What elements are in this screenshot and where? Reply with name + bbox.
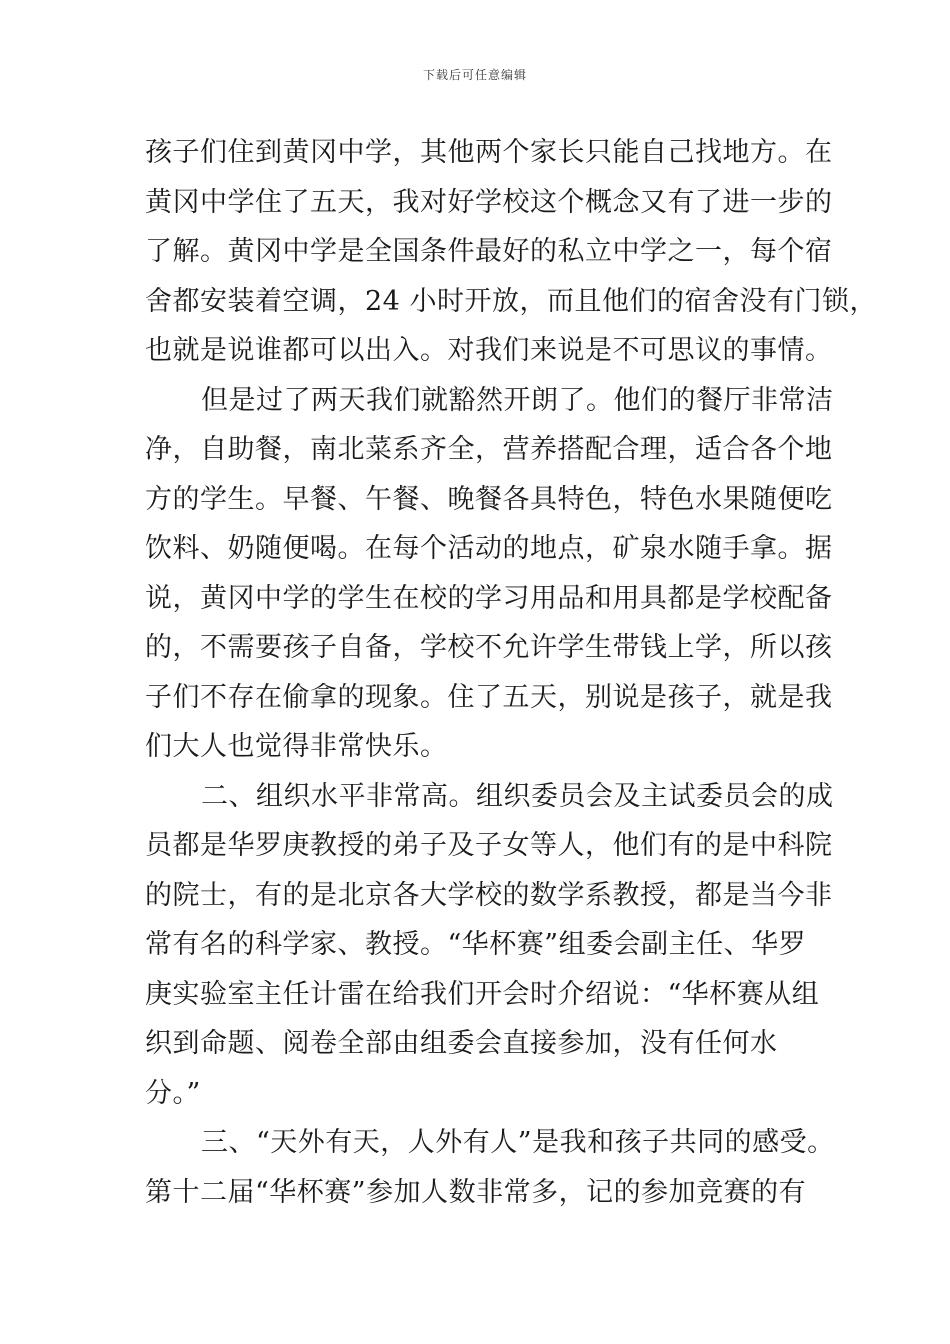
paragraph-first-line: 但是过了两天我们就豁然开朗了。他们的餐厅非常洁 (201, 384, 834, 416)
text-line: 净，自助餐，南北菜系齐全，营养搭配合理，适合各个地 (145, 434, 833, 465)
text-line: 常有名的科学家、教授。“华杯赛”组委会副主任、华罗 (145, 929, 807, 960)
text-line: 也就是说谁都可以出入。对我们来说是不可思议的事情。 (145, 335, 833, 366)
header-note: 下载后可任意编辑 (422, 68, 527, 82)
text-line: 舍都安装着空调，24 小时开放，而且他们的宿舍没有门锁， (145, 285, 877, 317)
text-line: 了解。黄冈中学是全国条件最好的私立中学之一，每个宿 (145, 236, 833, 267)
text-line: 说，黄冈中学的学生在校的学习用品和用具都是学校配备 (145, 582, 833, 614)
body-text (145, 128, 877, 1217)
text-line: 饮料、奶随便喝。在每个活动的地点，矿泉水随手拿。据 (145, 533, 833, 564)
text-line: 分。” (145, 1077, 201, 1109)
text-line: 织到命题、阅卷全部由组委会直接参加，没有任何水 (145, 1028, 778, 1059)
text-line: 黄冈中学住了五天，我对好学校这个概念又有了进一步的 (145, 186, 833, 218)
text-line: 的，不需要孩子自备，学校不允许学生带钱上学，所以孩 (145, 632, 833, 663)
text-line: 们大人也觉得非常快乐。 (145, 731, 448, 762)
text-line: 庚实验室主任计雷在给我们开会时介绍说：“华杯赛从组 (145, 978, 820, 1010)
paragraph-first-line: 三、“天外有天，人外有人”是我和孩子共同的感受。 (201, 1127, 835, 1158)
text-line: 的院士，有的是北京各大学校的数学系教授，都是当今非 (145, 879, 833, 911)
text-line: 子们不存在偷拿的现象。住了五天，别说是孩子，就是我 (145, 681, 833, 713)
paragraph-first-line: 二、组织水平非常高。组织委员会及主试委员会的成 (201, 780, 834, 812)
text-line: 员都是华罗庚教授的弟子及子女等人，他们有的是中科院 (145, 830, 833, 861)
text-line: 第十二届“华杯赛”参加人数非常多，记的参加竞赛的有 (145, 1176, 807, 1208)
text-line: 孩子们住到黄冈中学，其他两个家长只能自己找地方。在 (145, 137, 833, 168)
text-line: 方的学生。早餐、午餐、晚餐各具特色，特色水果随便吃 (145, 483, 833, 515)
